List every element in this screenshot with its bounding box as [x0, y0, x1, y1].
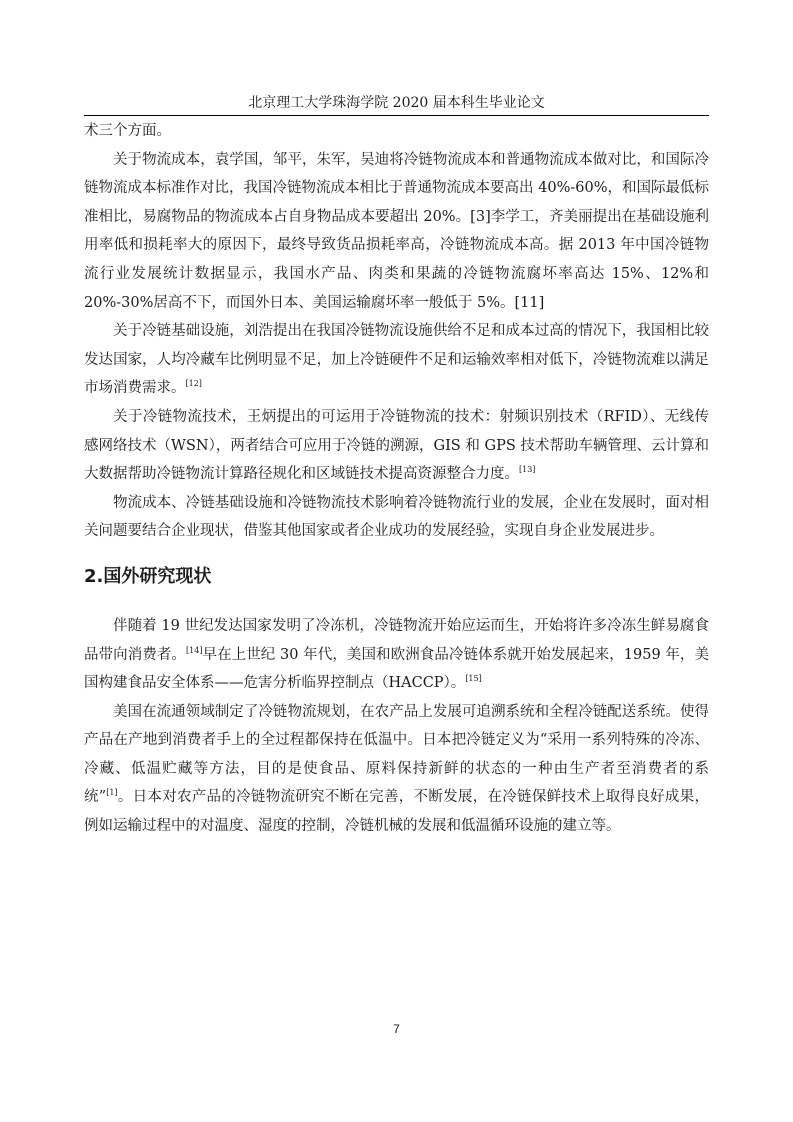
- paragraph-technology: [84, 403, 709, 489]
- paragraph-text: 伴随着 19 世纪发达国家发明了冷冻机，冷链物流开始应运而生，开始将许多冷冻生鲜易腐食品带向消费者。: [84, 617, 709, 663]
- paragraph-text: 关于冷链基础设施，刘浩提出在我国冷链物流设施供给不足和成本过高的情况下，我国相比较发达国家，人均冷藏车比例明显不足，加上冷链硬件不足和运输效率相对低下，冷链物流难以满足市场消费需求。: [84, 323, 709, 397]
- citation-ref: [1]: [106, 788, 118, 798]
- paragraph-text: 美国在流通领域制定了冷链物流规划，在农产品上发展可追溯系统和全程冷链配送系统。使得产品在产地到消费者手上的全过程都保持在低温中。日本把冷链定义为“采用一系列特殊的冷冻、冷藏、低温贮藏等方法，目的是使食品、原料保持新鲜的状态的一种由生产者至消费者的系统”: [84, 703, 709, 806]
- paragraph-text: 早在上世纪 30 年代，美国和欧洲食品冷链体系就开始发展起来，1959 年，美国构建食品安全体系——危害分析临界控制点（HACCP）。: [84, 646, 709, 692]
- citation-ref: [12]: [185, 379, 202, 389]
- paragraph-infrastructure: [84, 317, 709, 403]
- running-header: 北京理工大学珠海学院 2020 届本科生毕业论文: [248, 95, 545, 111]
- paragraph-logistics-cost: 关于物流成本，袁学国，邹平，朱军，吴迪将冷链物流成本和普通物流成本做对比，和国际冷链物流成本标准作对比，我国冷链物流成本相比于普通物流成本要高出 40%-60%，和国际最低标准相比，易腐物品的物流成本占自身物品成本要超出 20%。[3]李学工，齐美丽提出在基础设施利用率低和损耗率大的原因下，最终导致货品损耗率高，冷链物流成本高。据 2013 年中国冷链物流行业发展统计数据显示，我国水产品、肉类和果蔬的冷链物流腐坏率高达 15%、12%和 20%-30%居高不下，而国外日本、美国运输腐坏率一般低于 5%。[11]: [84, 151, 709, 311]
- paragraph-history: [84, 612, 709, 698]
- section-heading: 2.国外研究现状: [84, 565, 212, 587]
- paragraph-text: 。日本对农产品的冷链物流研究不断在完善，不断发展，在冷链保鲜技术上取得良好成果，例如运输过程中的对温度、湿度的控制，冷链机械的发展和低温循环设施的建立等。: [84, 789, 709, 835]
- header-rule: [84, 115, 709, 116]
- page-body: [84, 117, 709, 841]
- citation-ref: [15]: [465, 674, 482, 684]
- citation-ref: [13]: [519, 465, 536, 475]
- paragraph-text: 关于冷链物流技术，王炳提出的可运用于冷链物流的技术：射频识别技术（RFID）、无线传感网络技术（WSN），两者结合可应用于冷链的溯源，GIS 和 GPS 技术帮助车辆管理、云计算和大数据帮助冷链物流计算路径规化和区域链技术提高资源整合力度。: [84, 408, 709, 483]
- paragraph-continuation: 术三个方面。: [84, 123, 171, 139]
- paragraph-summary: 物流成本、冷链基础设施和冷链物流技术影响着冷链物流行业的发展，企业在发展时，面对相关问题要结合企业现状，借鉴其他国家或者企业成功的发展经验，实现自身企业发展进步。: [84, 494, 709, 540]
- citation-ref: [14]: [186, 645, 203, 655]
- page-number: 7: [393, 1022, 400, 1036]
- paragraph-us-japan: [84, 698, 709, 841]
